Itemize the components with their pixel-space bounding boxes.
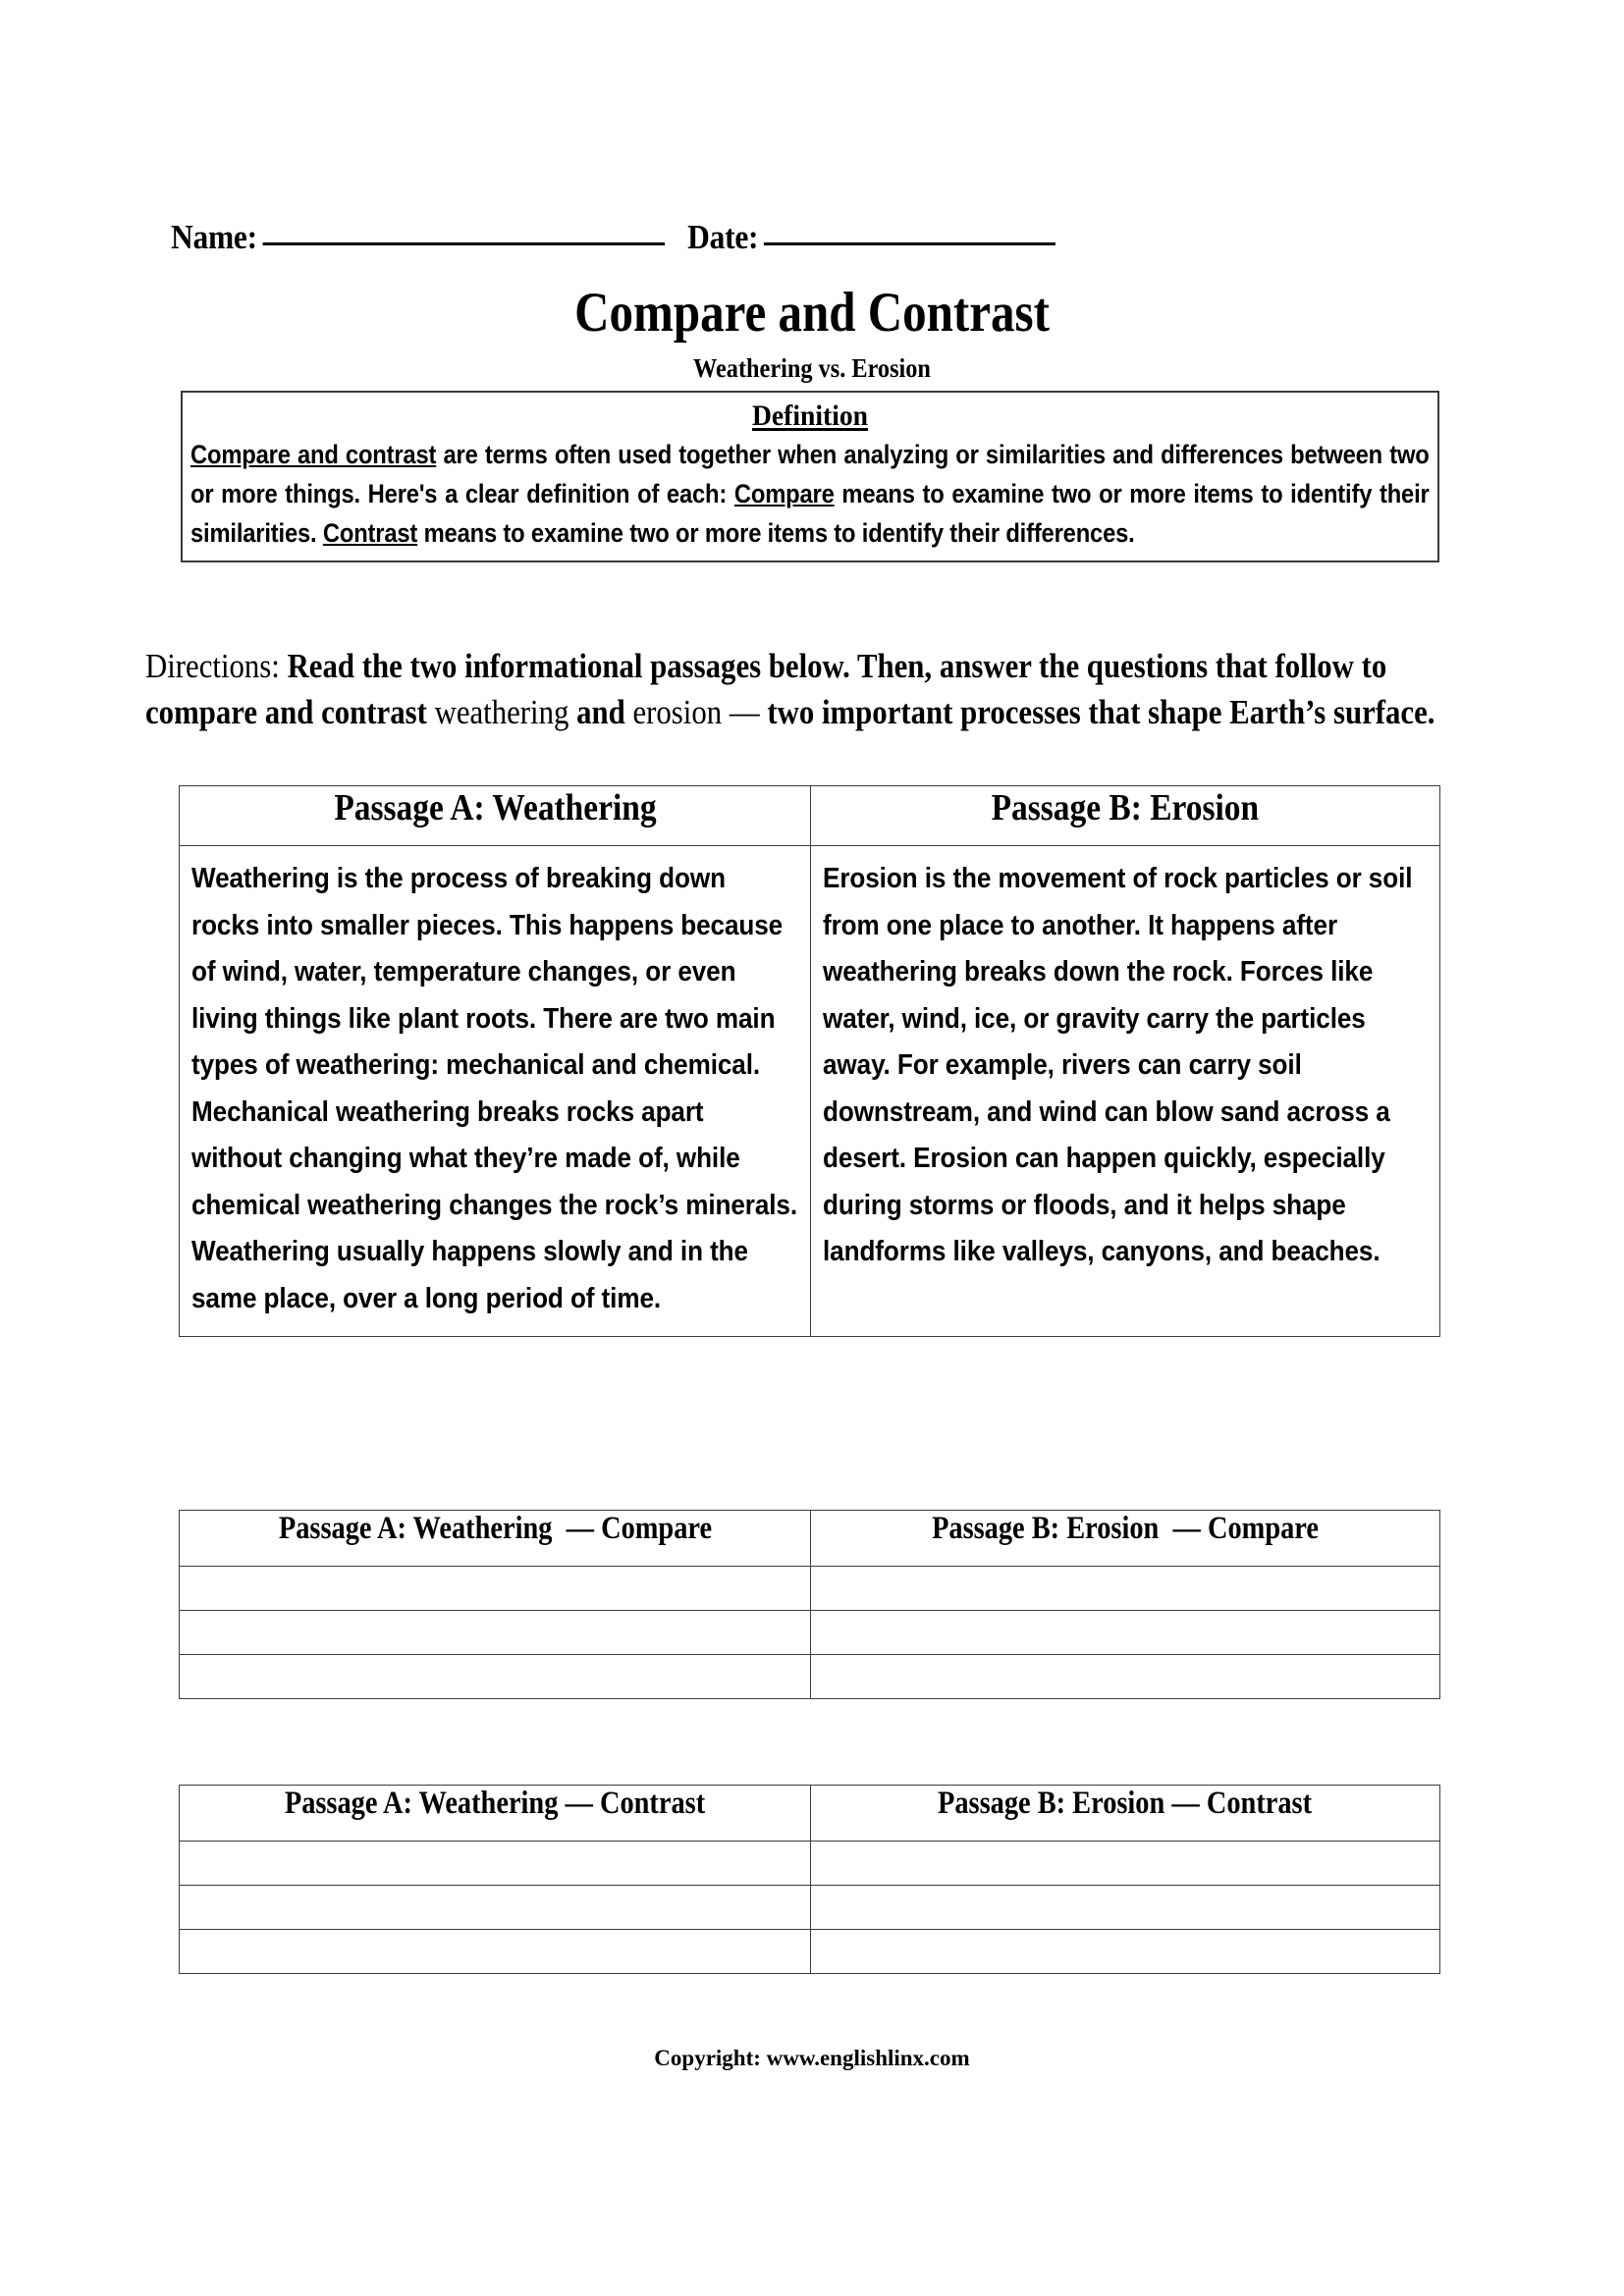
compare-header-b: Passage B: Erosion — Compare: [811, 1511, 1440, 1567]
table-row: [180, 1886, 1440, 1930]
contrast-answer-a-2[interactable]: [180, 1886, 811, 1930]
compare-header-a: Passage A: Weathering — Compare: [180, 1511, 811, 1567]
table-row: [180, 1567, 1440, 1611]
page-title: Compare and Contrast: [574, 282, 1050, 344]
contrast-answer-b-1[interactable]: [811, 1842, 1440, 1886]
definition-contrast-meaning: means to examine two or more items to identify their differences.: [417, 518, 1135, 548]
definition-term-contrast: Contrast: [322, 518, 418, 548]
passages-header-row: [180, 786, 1440, 846]
copyright-footer: Copyright: www.englishlinx.com: [654, 2046, 970, 2070]
compare-answer-b-2[interactable]: [811, 1611, 1440, 1655]
compare-header-row: [180, 1511, 1440, 1567]
contrast-header-a: Passage A: Weathering — Contrast: [180, 1786, 811, 1842]
contrast-header-row: [180, 1786, 1440, 1842]
definition-term-compare: Compare: [733, 479, 835, 508]
passage-a-header: Passage A: Weathering: [180, 786, 811, 846]
passage-a-text-cell: [180, 846, 811, 1337]
contrast-answer-a-3[interactable]: [180, 1930, 811, 1974]
passage-b-text-cell: [811, 846, 1440, 1337]
definition-body: [190, 435, 1430, 553]
contrast-answer-b-3[interactable]: [811, 1930, 1440, 1974]
date-input-line[interactable]: [764, 241, 1056, 245]
name-label: Name:: [171, 218, 257, 256]
definition-compare-meaning: means to examine two or more items to identify their similarities.: [190, 479, 1430, 548]
compare-answer-a-2[interactable]: [180, 1611, 811, 1655]
passages-body-row: [180, 846, 1440, 1337]
contrast-table: [179, 1785, 1440, 1974]
date-label: Date:: [687, 218, 759, 256]
page-subtitle: Weathering vs. Erosion: [693, 353, 931, 383]
contrast-answer-b-2[interactable]: [811, 1886, 1440, 1930]
directions-bold-and: and: [576, 693, 633, 731]
definition-line1-rest: are terms often used together when analyzing or similarities and differences between two or more things. Here's a clear definition of each:: [190, 440, 1430, 508]
definition-heading: Definition: [751, 400, 869, 432]
definition-term-compare-contrast: Compare and contrast: [190, 440, 437, 469]
compare-table: [179, 1510, 1440, 1699]
table-row: [180, 1611, 1440, 1655]
passage-a-text: Weathering is the process of breaking down rocks into smaller pieces. This happens because of wind, water, temperature changes, or even living things like plant roots. There are two main types of weathering: mechanical and chemical. Mechanical weathering breaks rocks apart without changing what they’re made of, while chemical weathering changes the rock’s minerals. Weathering usually happens slowly and in the same place, over a long period of time.: [191, 863, 798, 1314]
table-row: [180, 1842, 1440, 1886]
compare-answer-a-1[interactable]: [180, 1567, 811, 1611]
directions-bold-1: Read the two informational passages below. Then, answer the questions that follow to compare and contrast: [145, 647, 1387, 731]
table-row: [180, 1930, 1440, 1974]
compare-answer-a-3[interactable]: [180, 1655, 811, 1699]
passage-b-text: Erosion is the movement of rock particles or soil from one place to another. It happens after weathering breaks down the rock. Forces like water, wind, ice, or gravity carry the particles away. For example, rivers can carry soil downstream, and wind can blow sand across a desert. Erosion can happen quickly, especially during storms or floods, and it helps shape landforms like valleys, canyons, and beaches.: [823, 863, 1413, 1267]
directions-plain-weathering: weathering: [434, 693, 577, 731]
compare-answer-b-3[interactable]: [811, 1655, 1440, 1699]
contrast-answer-a-1[interactable]: [180, 1842, 811, 1886]
name-input-line[interactable]: [262, 241, 664, 245]
contrast-header-b: Passage B: Erosion — Contrast: [811, 1786, 1440, 1842]
directions-label: Directions:: [145, 647, 288, 685]
passage-b-header: Passage B: Erosion: [811, 786, 1440, 846]
definition-box: [181, 391, 1439, 562]
compare-answer-b-1[interactable]: [811, 1567, 1440, 1611]
table-row: [180, 1655, 1440, 1699]
directions-paragraph: [145, 643, 1459, 735]
passages-table: [179, 785, 1440, 1337]
directions-plain-erosion: erosion —: [632, 693, 768, 731]
directions-bold-2: two important processes that shape Earth’s surface.: [767, 693, 1435, 731]
name-date-row: [171, 218, 1328, 257]
